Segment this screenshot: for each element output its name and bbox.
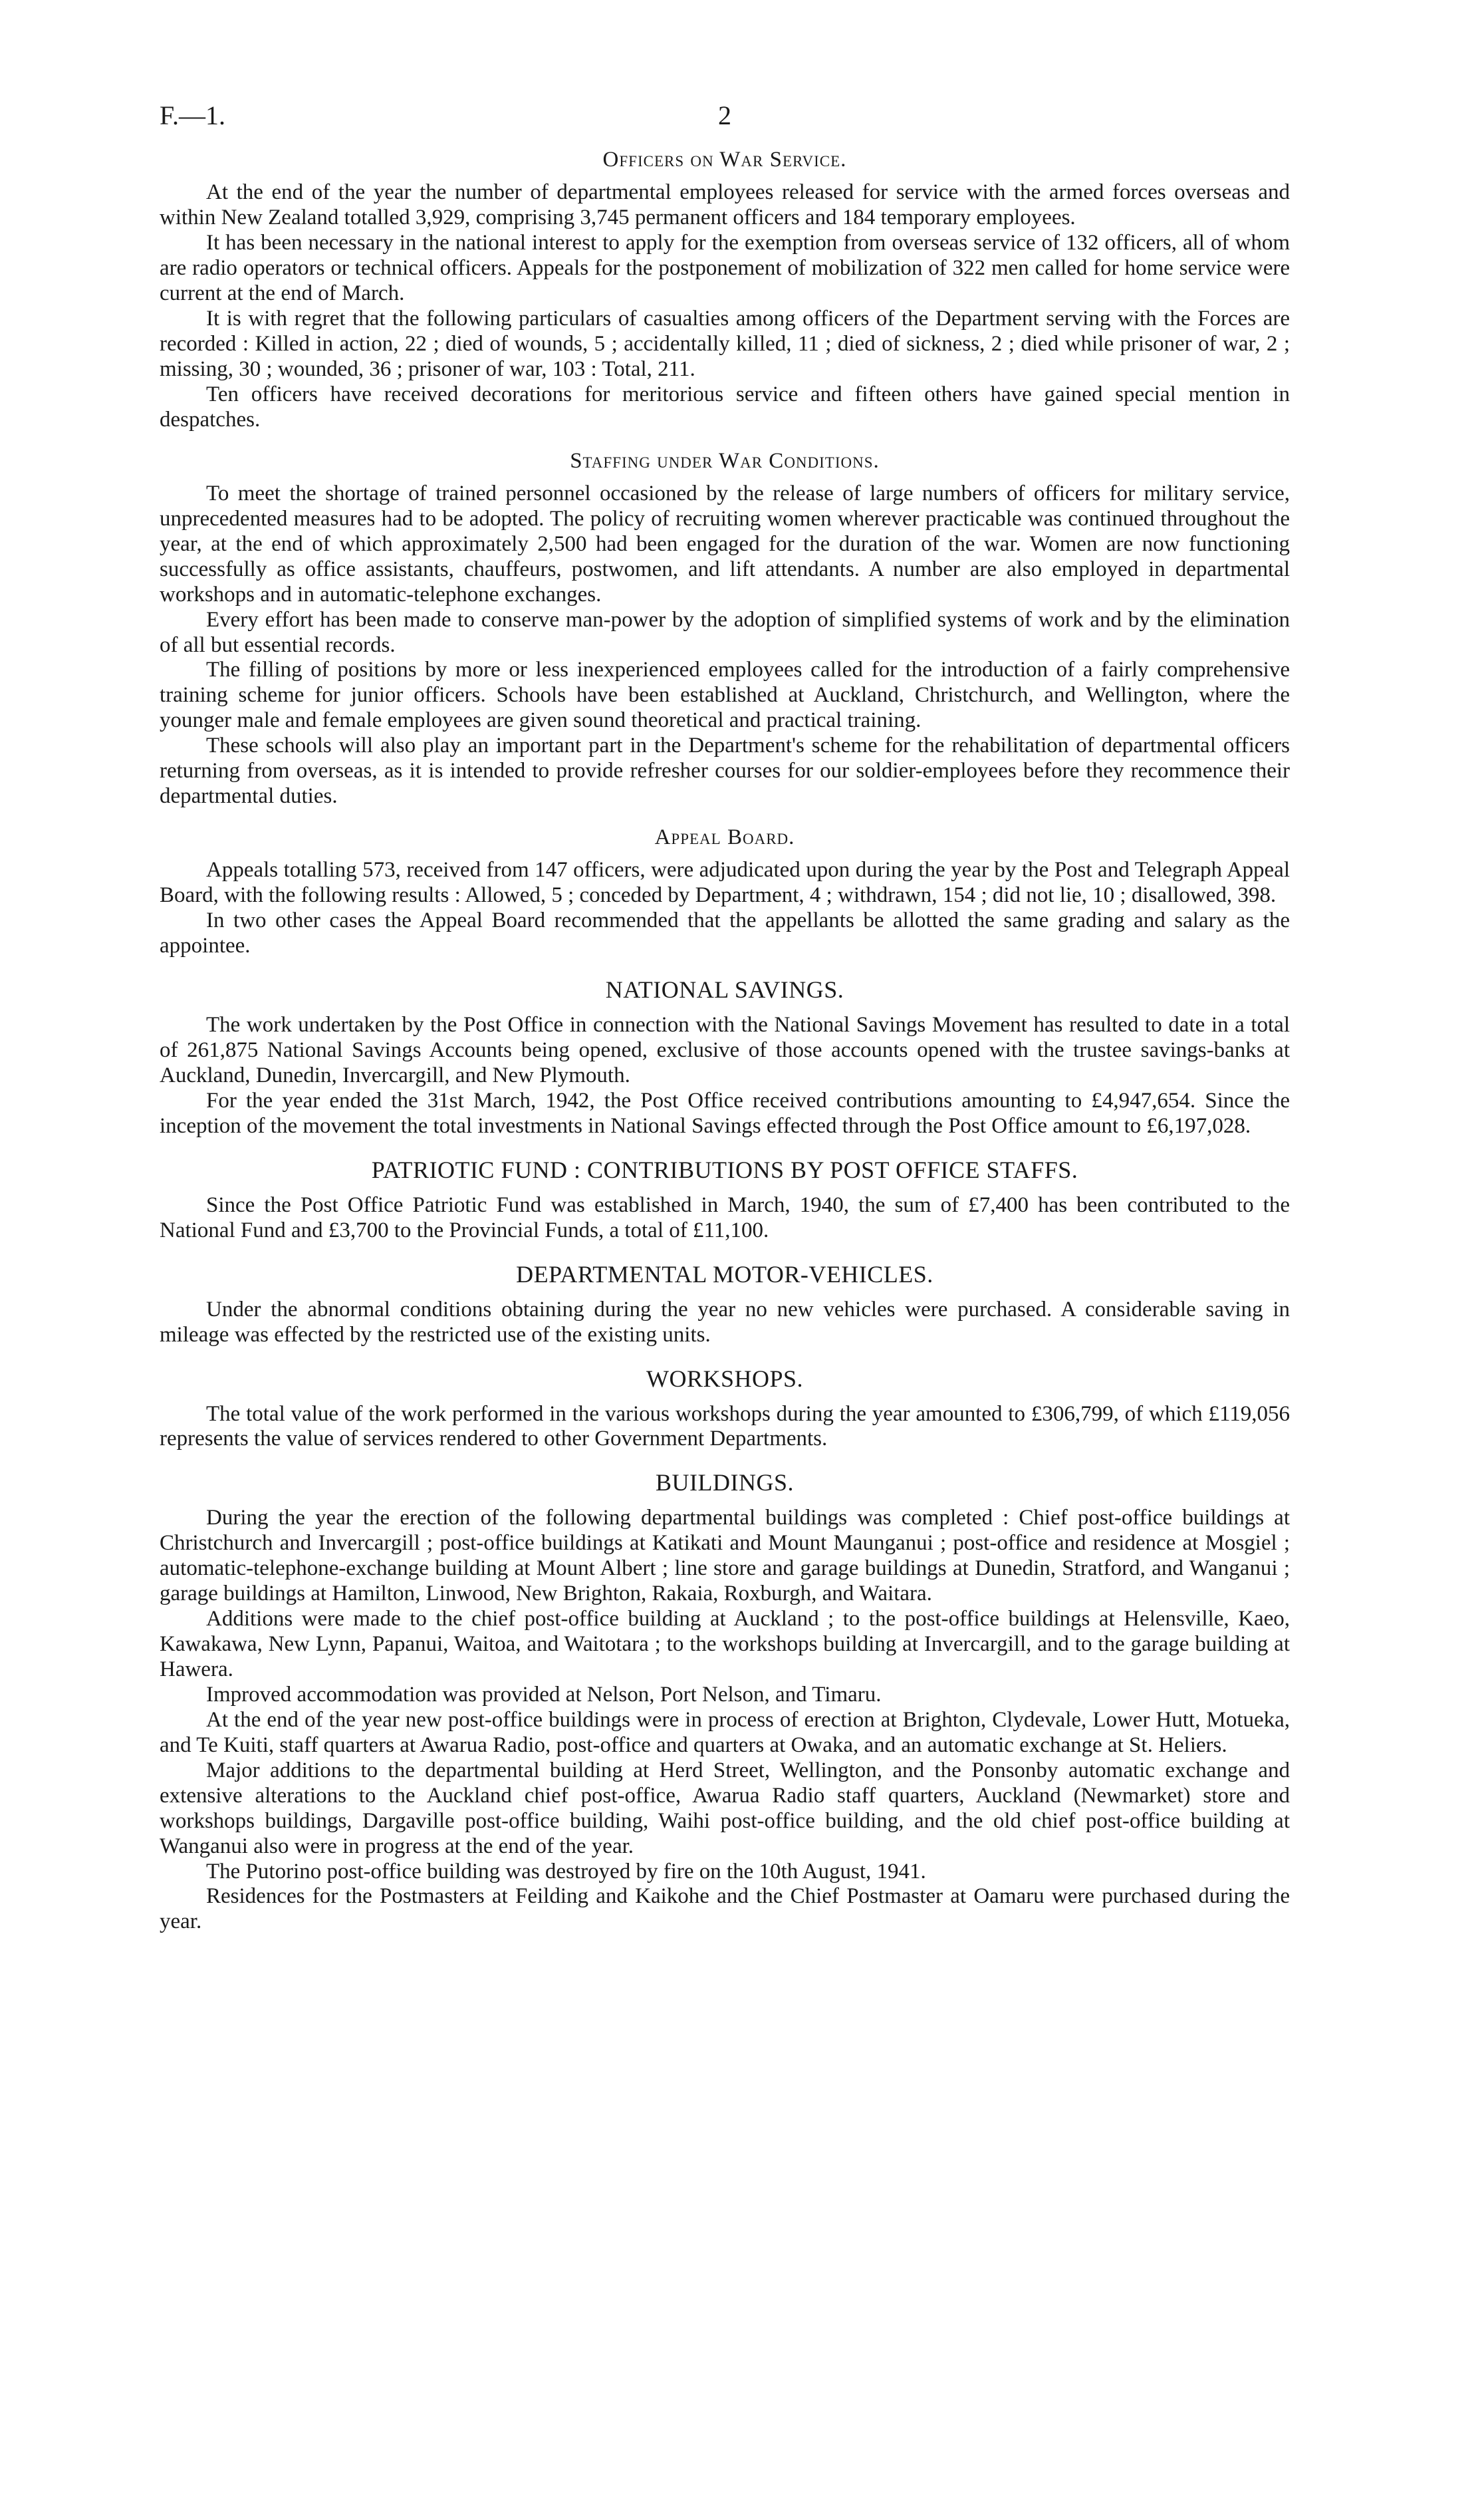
document-reference: F.—1. <box>160 100 226 130</box>
paragraph: The Putorino post-office building was destroyed by fire on the 10th August, 1941. <box>206 1859 926 1883</box>
section-heading: Appeal Board. <box>654 825 795 850</box>
section-officers-on-war-service <box>160 146 1290 433</box>
section-heading: Officers on War Service. <box>602 148 847 172</box>
section-heading: WORKSHOPS. <box>646 1365 804 1392</box>
paragraph: Every effort has been made to conserve man-power by the adoption of simplified systems of work and by the elimination of all but essential records. <box>160 607 1290 657</box>
paragraph: To meet the shortage of trained personnel occasioned by the release of large numbers of officers for military service, unprecedented measures had to be adopted. The policy of recruiting women wherever practicable was continued throughout the year, at the end of which approximately 2,500 had been engaged for the duration of the war. Women are now functioning successfully as office assistants, chauffeurs, postwomen, and lift attendants. A number are also employed in departmental workshops and in automatic-telephone exchanges. <box>160 481 1290 607</box>
section-staffing-under-war-conditions <box>160 448 1290 809</box>
paragraph: It is with regret that the following particulars of casualties among officers of the Department serving with the Forces are recorded : Killed in action, 22 ; died of wounds, 5 ; accidentally killed, 11 ; died of sickness, 2 ; died while prisoner of war, 2 ; missing, 30 ; wounded, 36 ; prisoner of war, 103 : Total, 211. <box>160 306 1290 381</box>
document-page <box>160 100 1290 1935</box>
paragraph: Appeals totalling 573, received from 147 officers, were adjudicated upon during the year by the Post and Telegraph Appeal Board, with the following results : Allowed, 5 ; conceded by Department, 4 ; withdrawn, 154 ; did not lie, 10 ; disallowed, 398. <box>160 858 1290 908</box>
paragraph: The work undertaken by the Post Office in connection with the National Savings Movement has resulted to date in a total of 261,875 National Savings Accounts being opened, exclusive of those accounts opened with the trustee savings-banks at Auckland, Dunedin, Invercargill, and New Plymouth. <box>160 1013 1290 1087</box>
section-national-savings <box>160 975 1290 1139</box>
section-heading: BUILDINGS. <box>656 1469 794 1496</box>
paragraph: Additions were made to the chief post-office building at Auckland ; to the post-office buildings at Helensville, Kaeo, Kawakawa, New Lynn, Papanui, Waitoa, and Waitotara ; to the workshops building at Invercargill, and to the garage building at Hawera. <box>160 1607 1290 1681</box>
paragraph: Major additions to the departmental building at Herd Street, Wellington, and the Ponsonby automatic exchange and extensive alterations to the Auckland chief post-office, Awarua Radio staff quarters, Auckland (Newmarket) store and workshops buildings, Dargaville post-office building, Waihi post-office building, and the old chief post-office building at Wanganui also were in progress at the end of the year. <box>160 1758 1290 1858</box>
page-number: 2 <box>718 100 731 130</box>
paragraph: For the year ended the 31st March, 1942, the Post Office received contributions amounting to £4,947,654. Since the inception of the movement the total investments in National Savings effected through the Post Office amount to £6,197,028. <box>160 1088 1290 1138</box>
section-heading: DEPARTMENTAL MOTOR-VEHICLES. <box>516 1260 933 1288</box>
section-heading: PATRIOTIC FUND : CONTRIBUTIONS BY POST OFFICE STAFFS. <box>371 1156 1078 1183</box>
paragraph: At the end of the year the number of departmental employees released for service with the armed forces overseas and within New Zealand totalled 3,929, comprising 3,745 permanent officers and 184 temporary employees. <box>160 180 1290 230</box>
paragraph: Since the Post Office Patriotic Fund was established in March, 1940, the sum of £7,400 has been contributed to the National Fund and £3,700 to the Provincial Funds, a total of £11,100. <box>160 1192 1290 1242</box>
paragraph: These schools will also play an important part in the Department's scheme for the rehabilitation of departmental officers returning from overseas, as it is intended to provide refresher courses for our soldier-employees before they recommence their departmental duties. <box>160 734 1290 809</box>
section-buildings <box>160 1468 1290 1935</box>
section-patriotic-fund <box>160 1155 1290 1244</box>
paragraph: The total value of the work performed in the various workshops during the year amounted to £306,799, of which £119,056 represents the value of services rendered to other Government Departments. <box>160 1401 1290 1451</box>
section-workshops <box>160 1364 1290 1453</box>
paragraph: During the year the erection of the following departmental buildings was completed : Chief post-office buildings at Christchurch and Invercargill ; post-office buildings at Katikati and Mount Maunganui ; post-office and residence at Mosgiel ; automatic-telephone-exchange building at Mount Albert ; line store and garage buildings at Dunedin, Stratford, and Wanganui ; garage buildings at Hamilton, Linwood, New Brighton, Rakaia, Roxburgh, and Waitara. <box>160 1506 1290 1606</box>
paragraph: Under the abnormal conditions obtaining during the year no new vehicles were purchased. A considerable saving in mileage was effected by the restricted use of the existing units. <box>160 1297 1290 1347</box>
section-appeal-board <box>160 824 1290 959</box>
page-header <box>160 100 1290 146</box>
paragraph: In two other cases the Appeal Board recommended that the appellants be allotted the same grading and salary as the appointee. <box>160 908 1290 958</box>
section-heading: NATIONAL SAVINGS. <box>605 976 844 1004</box>
paragraph: It has been necessary in the national interest to apply for the exemption from overseas service of 132 officers, all of whom are radio operators or technical officers. Appeals for the postponement of mobilization of 322 men called for home service were current at the end of March. <box>160 231 1290 305</box>
section-heading: Staffing under War Conditions. <box>570 448 880 473</box>
paragraph: Improved accommodation was provided at Nelson, Port Nelson, and Timaru. <box>206 1682 882 1707</box>
paragraph: Ten officers have received decorations for meritorious service and fifteen others have gained special mention in despatches. <box>160 382 1290 432</box>
paragraph: Residences for the Postmasters at Feilding and Kaikohe and the Chief Postmaster at Oamaru were purchased during the year. <box>160 1884 1290 1934</box>
paragraph: The filling of positions by more or less inexperienced employees called for the introduction of a fairly comprehensive training scheme for junior officers. Schools have been established at Auckland, Christchurch, and Wellington, where the younger male and female employees are given sound theoretical and practical training. <box>160 658 1290 733</box>
section-departmental-motor-vehicles <box>160 1260 1290 1348</box>
paragraph: At the end of the year new post-office buildings were in process of erection at Brighton, Clydevale, Lower Hutt, Motueka, and Te Kuiti, staff quarters at Awarua Radio, post-office and quarters at Owaka, and an automatic exchange at St. Heliers. <box>160 1707 1290 1757</box>
